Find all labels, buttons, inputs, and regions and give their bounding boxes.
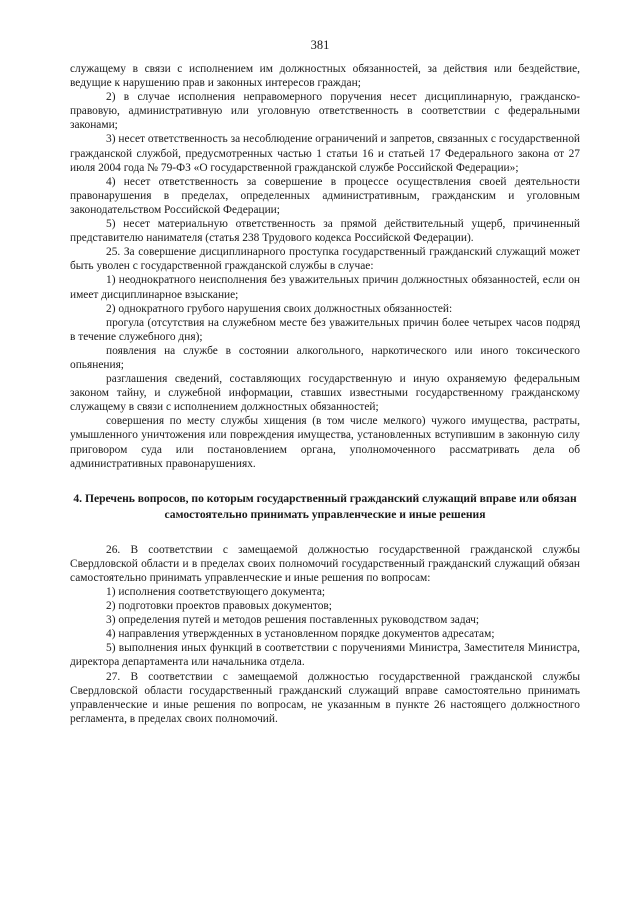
paragraph-26: 26. В соответствии с замещаемой должностью государственной гражданской службы Свердловской области и в пределах своих полномочий государственный гражданский служащий обязан самостоятельно принимать управленческие и иные решения по вопросам: <box>70 543 580 584</box>
paragraph-item-4: 4) несет ответственность за совершение в процессе осуществления своей деятельности правонарушения в пределах, определенных административным, гражданским и уголовным законодательством Российской Федерации; <box>70 175 580 216</box>
paragraph-26-item-2: 2) подготовки проектов правовых документов; <box>106 600 332 613</box>
paragraph-continuation: служащему в связи с исполнением им должностных обязанностей, за действия или бездействие, ведущие к нарушению прав и законных интересов граждан; <box>70 63 580 90</box>
section-heading: 4. Перечень вопросов, по которым государственный гражданский служащий вправе или обязан самостоятельно принимать управленческие и иные решения <box>73 491 577 521</box>
paragraph-disclosure: разглашения сведений, составляющих государственную и иную охраняемую федеральным законом тайну, и служебной информации, ставших известными государственному гражданскому служащему в связи с исполнением должностных обязанностей; <box>70 373 580 414</box>
paragraph-26-item-4: 4) направления утвержденных в установленном порядке документов адресатам; <box>106 628 495 641</box>
paragraph-theft: совершения по месту службы хищения (в том числе мелкого) чужого имущества, растраты, умышленного уничтожения или повреждения имущества, установленных вступившим в законную силу приговором суда или постановлением органа, уполномоченного рассматривать дела об административных правонарушениях. <box>70 415 580 470</box>
page-content <box>70 62 580 726</box>
paragraph-26-item-5: 5) выполнения иных функций в соответствии с поручениями Министра, Заместителя Министра, директора департамента или начальника отдела. <box>70 642 580 669</box>
paragraph-25-item-1: 1) неоднократного неисполнения без уважительных причин должностных обязанностей, если он имеет дисциплинарное взыскание; <box>70 274 580 301</box>
paragraph-truancy: прогула (отсутствия на служебном месте без уважительных причин более четырех часов подряд в течение служебного дня); <box>70 316 580 343</box>
paragraph-26-item-1: 1) исполнения соответствующего документа; <box>106 586 326 598</box>
paragraph-27: 27. В соответствии с замещаемой должностью государственной гражданской службы Свердловской области государственный гражданский служащий вправе самостоятельно принимать управленческие и иные решения по вопросам, не указанным в пункте 26 настоящего должностного регламента, в пределах своих полномочий. <box>70 670 580 725</box>
paragraph-25: 25. За совершение дисциплинарного проступка государственный гражданский служащий может быть уволен с государственной гражданской службы в случае: <box>70 246 580 273</box>
paragraph-26-item-3: 3) определения путей и методов решения поставленных руководством задач; <box>106 614 480 627</box>
paragraph-item-2: 2) в случае исполнения неправомерного поручения несет дисциплинарную, гражданско-правовую, административную или уголовную ответственность в соответствии с федеральными законами; <box>70 91 580 132</box>
paragraph-intoxication: появления на службе в состоянии алкогольного, наркотического или иного токсического опьянения; <box>70 344 580 371</box>
paragraph-25-item-2: 2) однократного грубого нарушения своих должностных обязанностей: <box>106 302 453 315</box>
paragraph-item-5: 5) несет материальную ответственность за прямой действительный ущерб, причиненный представителю нанимателя (статья 238 Трудового кодекса Российской Федерации). <box>70 218 580 245</box>
page-number: 381 <box>310 38 330 52</box>
paragraph-item-3: 3) несет ответственность за несоблюдение ограничений и запретов, связанных с государственной гражданской службой, предусмотренных частью 1 статьи 16 и статьей 17 Федерального закона от 27 июля 2004 года № 79-ФЗ «О государственной гражданской службе Российской Федерации»; <box>70 133 580 174</box>
